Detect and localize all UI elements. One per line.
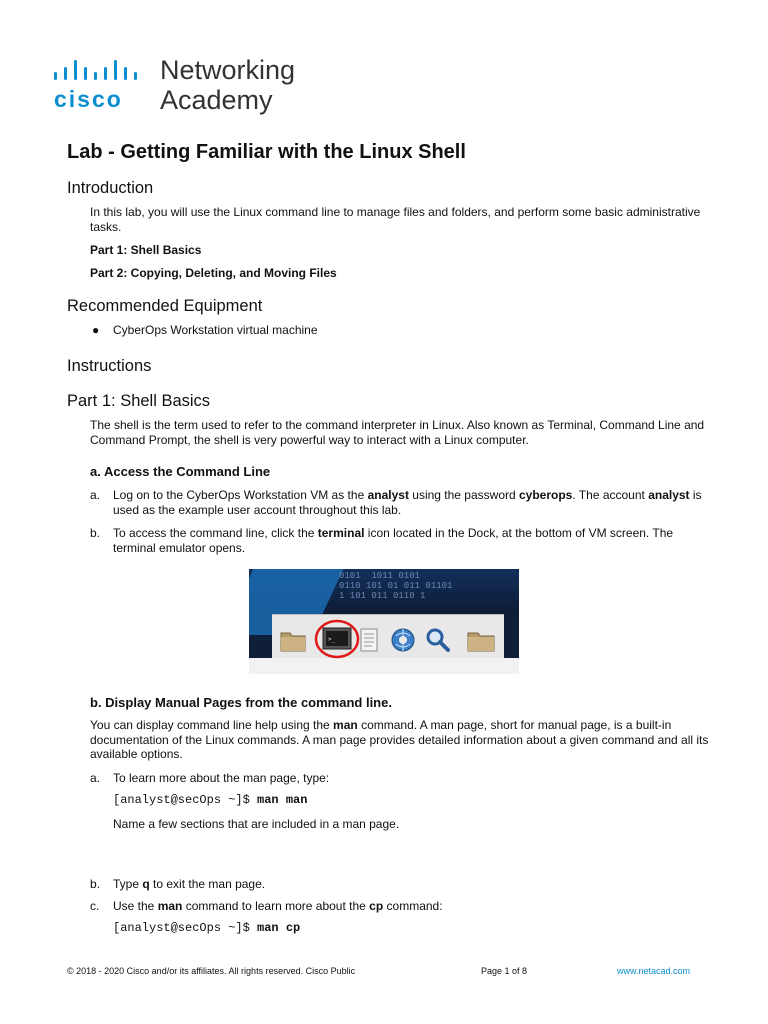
cisco-wordmark: cisco [54, 86, 123, 112]
text-editor-icon [360, 628, 378, 652]
dock-bottom [249, 658, 519, 674]
intro-text: In this lab, you will use the Linux command line to manage files and folders, and perform some basic administrative tasks. [90, 205, 701, 234]
cisco-bars-logo-icon [54, 60, 150, 82]
step-b-item-c-marker: c. [90, 899, 100, 913]
bullet-icon: ● [92, 323, 100, 337]
footer-url-link[interactable]: www.netacad.com [617, 966, 691, 976]
step-b-item-a-marker: a. [90, 771, 101, 785]
code-man-cp: [analyst@secOps ~]$ man cp [113, 921, 301, 935]
step-b-item-a-note: Name a few sections that are included in a man page. [113, 817, 400, 831]
instructions-heading: Instructions [67, 357, 152, 375]
dock-binary-text: 0101 1011 0101 0110 101 01 011 01101 1 101 011 0110 1 [339, 571, 453, 601]
equipment-heading: Recommended Equipment [67, 297, 263, 315]
intro-part2: Part 2: Copying, Deleting, and Moving Files [90, 266, 337, 280]
step-a-item-a: Log on to the CyberOps Workstation VM as the analyst using the password cyberops. The account analyst is used as the example user account throughout this lab. [113, 488, 702, 517]
part1-text: The shell is the term used to refer to the command interpreter in Linux. Also known as Terminal, Command Line and Command Prompt, the shell is very powerful way to interact with a Linux computer. [90, 418, 705, 447]
footer-page-number: Page 1 of 8 [481, 966, 528, 976]
page-title: Lab - Getting Familiar with the Linux Shell [67, 141, 466, 163]
intro-part1: Part 1: Shell Basics [90, 243, 202, 257]
step-a-item-b: To access the command line, click the terminal icon located in the Dock, at the bottom of VM screen. The terminal emulator opens. [113, 526, 674, 555]
search-icon [425, 627, 451, 653]
svg-text:>_: >_ [328, 636, 336, 643]
step-b-text: You can display command line help using the man command. A man page, short for manual page, is a built-in documentation of the Linux commands. A man page provides detailed information about a given command and all its available options. [90, 718, 709, 761]
files-folder-icon [280, 628, 306, 652]
step-b-item-c: Use the man command to learn more about the cp command: [113, 899, 443, 913]
equipment-item: CyberOps Workstation virtual machine [113, 323, 318, 337]
folder-icon [467, 628, 495, 652]
step-b-heading: b. Display Manual Pages from the command line. [90, 695, 392, 710]
logo-networking: Networking [160, 55, 296, 85]
intro-heading: Introduction [67, 179, 154, 197]
step-a-item-a-marker: a. [90, 488, 101, 502]
footer-copyright: © 2018 - 2020 Cisco and/or its affiliates. All rights reserved. Cisco Public [67, 966, 356, 976]
step-a-heading: a. Access the Command Line [90, 464, 271, 479]
logo-academy: Academy [160, 85, 273, 115]
terminal-icon [314, 619, 360, 659]
code-man-man: [analyst@secOps ~]$ man man [113, 793, 308, 807]
step-a-item-b-marker: b. [90, 526, 101, 540]
web-browser-icon [390, 626, 416, 654]
part1-heading: Part 1: Shell Basics [67, 392, 211, 410]
step-b-item-a: To learn more about the man page, type: [113, 771, 330, 785]
step-b-item-b: Type q to exit the man page. [113, 877, 266, 891]
step-b-item-b-marker: b. [90, 877, 101, 891]
